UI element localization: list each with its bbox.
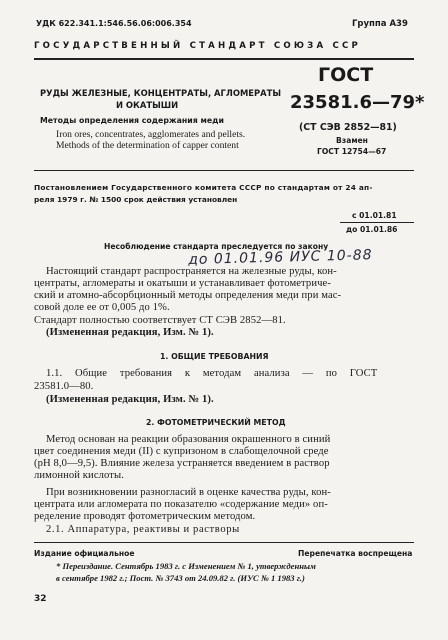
reprint-prohibited-label: Перепечатка воспрещена	[298, 549, 413, 558]
st-sev-reference: (СТ СЭВ 2852—81)	[299, 122, 397, 133]
decree-line-2: реля 1979 г. № 1500 срок действия установлен	[34, 195, 238, 204]
gost-label: ГОСТ	[318, 64, 374, 86]
validity-separator	[340, 222, 414, 223]
intro-line-2: центраты, агломераты и окатыши и устанавливает фотометриче-	[34, 278, 331, 289]
dispute-line-3: ределение проводят фотометрическим методом.	[34, 511, 256, 522]
handwritten-extension-note: до 01.01.96 ИУС 10-88	[188, 247, 373, 268]
official-edition-label: Издание официальное	[34, 549, 135, 558]
method-line-3: (рН 8,0—9,5). Влияние железа устраняется введением в раствор	[34, 458, 330, 469]
compliance-statement: Стандарт полностью соответствует СТ СЭВ 2852—81.	[34, 315, 286, 326]
english-title-line-1: Iron ores, concentrates, agglomerates and pellets.	[56, 129, 246, 140]
section-1-1-line-2: 23581.0—80.	[34, 381, 94, 392]
page-number: 32	[34, 594, 47, 604]
title-rule	[34, 170, 414, 171]
intro-line-4: совой доле ее от 0,005 до 1%.	[34, 302, 170, 313]
title-line-1: РУДЫ ЖЕЛЕЗНЫЕ, КОНЦЕНТРАТЫ, АГЛОМЕРАТЫ	[40, 88, 282, 98]
udk-code: УДК 622.341.1:546.56.06:006.354	[36, 19, 192, 28]
reissue-note-line-2: в сентябре 1982 г.; Пост. № 3743 от 24.09.82 г. (ИУС № 1 1983 г.)	[56, 573, 305, 583]
law-warning: Несоблюдение стандарта преследуется по закону	[104, 242, 329, 251]
amendment-note-2: (Измененная редакция, Изм. № 1).	[46, 394, 214, 405]
group-code: Группа А39	[352, 19, 408, 29]
title-subtitle: Методы определения содержания меди	[40, 116, 224, 125]
footer-rule	[34, 542, 414, 543]
gost-number: 23581.6—79*	[290, 92, 425, 113]
standard-banner: ГОСУДАРСТВЕННЫЙ СТАНДАРТ СОЮЗА ССР	[34, 41, 362, 51]
validity-to: до 01.01.86	[346, 225, 398, 234]
section-1-title: 1. ОБЩИЕ ТРЕБОВАНИЯ	[160, 352, 269, 361]
english-title-line-2: Methods of the determination of capper content	[56, 140, 239, 151]
header-rule	[34, 58, 414, 60]
intro-line-3: ский и атомно-абсорбционный методы определения меди при мас-	[34, 290, 342, 301]
reissue-note-line-1: * Переиздание. Сентябрь 1983 г. с Изменением № 1, утвержденным	[56, 561, 316, 571]
decree-line-1: Постановлением Государственного комитета СССР по стандартам от 24 ап-	[34, 183, 373, 192]
method-line-2: цвет соединения меди (II) с купризоном в слабощелочной среде	[34, 446, 329, 457]
section-2-title: 2. ФОТОМЕТРИЧЕСКИЙ МЕТОД	[146, 418, 286, 427]
dispute-line-1: При возникновении разногласий в оценке качества руды, кон-	[46, 487, 331, 498]
validity-from: с 01.01.81	[352, 211, 397, 220]
dispute-line-2: центрата или агломерата по показателю «содержание меди» оп-	[34, 499, 328, 510]
intro-line-1: Настоящий стандарт распространяется на железные руды, кон-	[46, 266, 337, 277]
apparatus-heading: 2.1. Аппаратура, реактивы и растворы	[46, 524, 240, 535]
amendment-note-1: (Измененная редакция, Изм. № 1).	[46, 327, 214, 338]
replace-value: ГОСТ 12754—67	[317, 147, 387, 156]
title-line-2: И ОКАТЫШИ	[116, 100, 179, 110]
section-1-1-line-1: 1.1. Общие требования к методам анализа — по ГОСТ	[46, 368, 378, 379]
method-line-1: Метод основан на реакции образования окрашенного в синий	[46, 434, 331, 445]
method-line-4: лимонной кислоты.	[34, 470, 124, 481]
replace-label: Взамен	[336, 136, 368, 145]
